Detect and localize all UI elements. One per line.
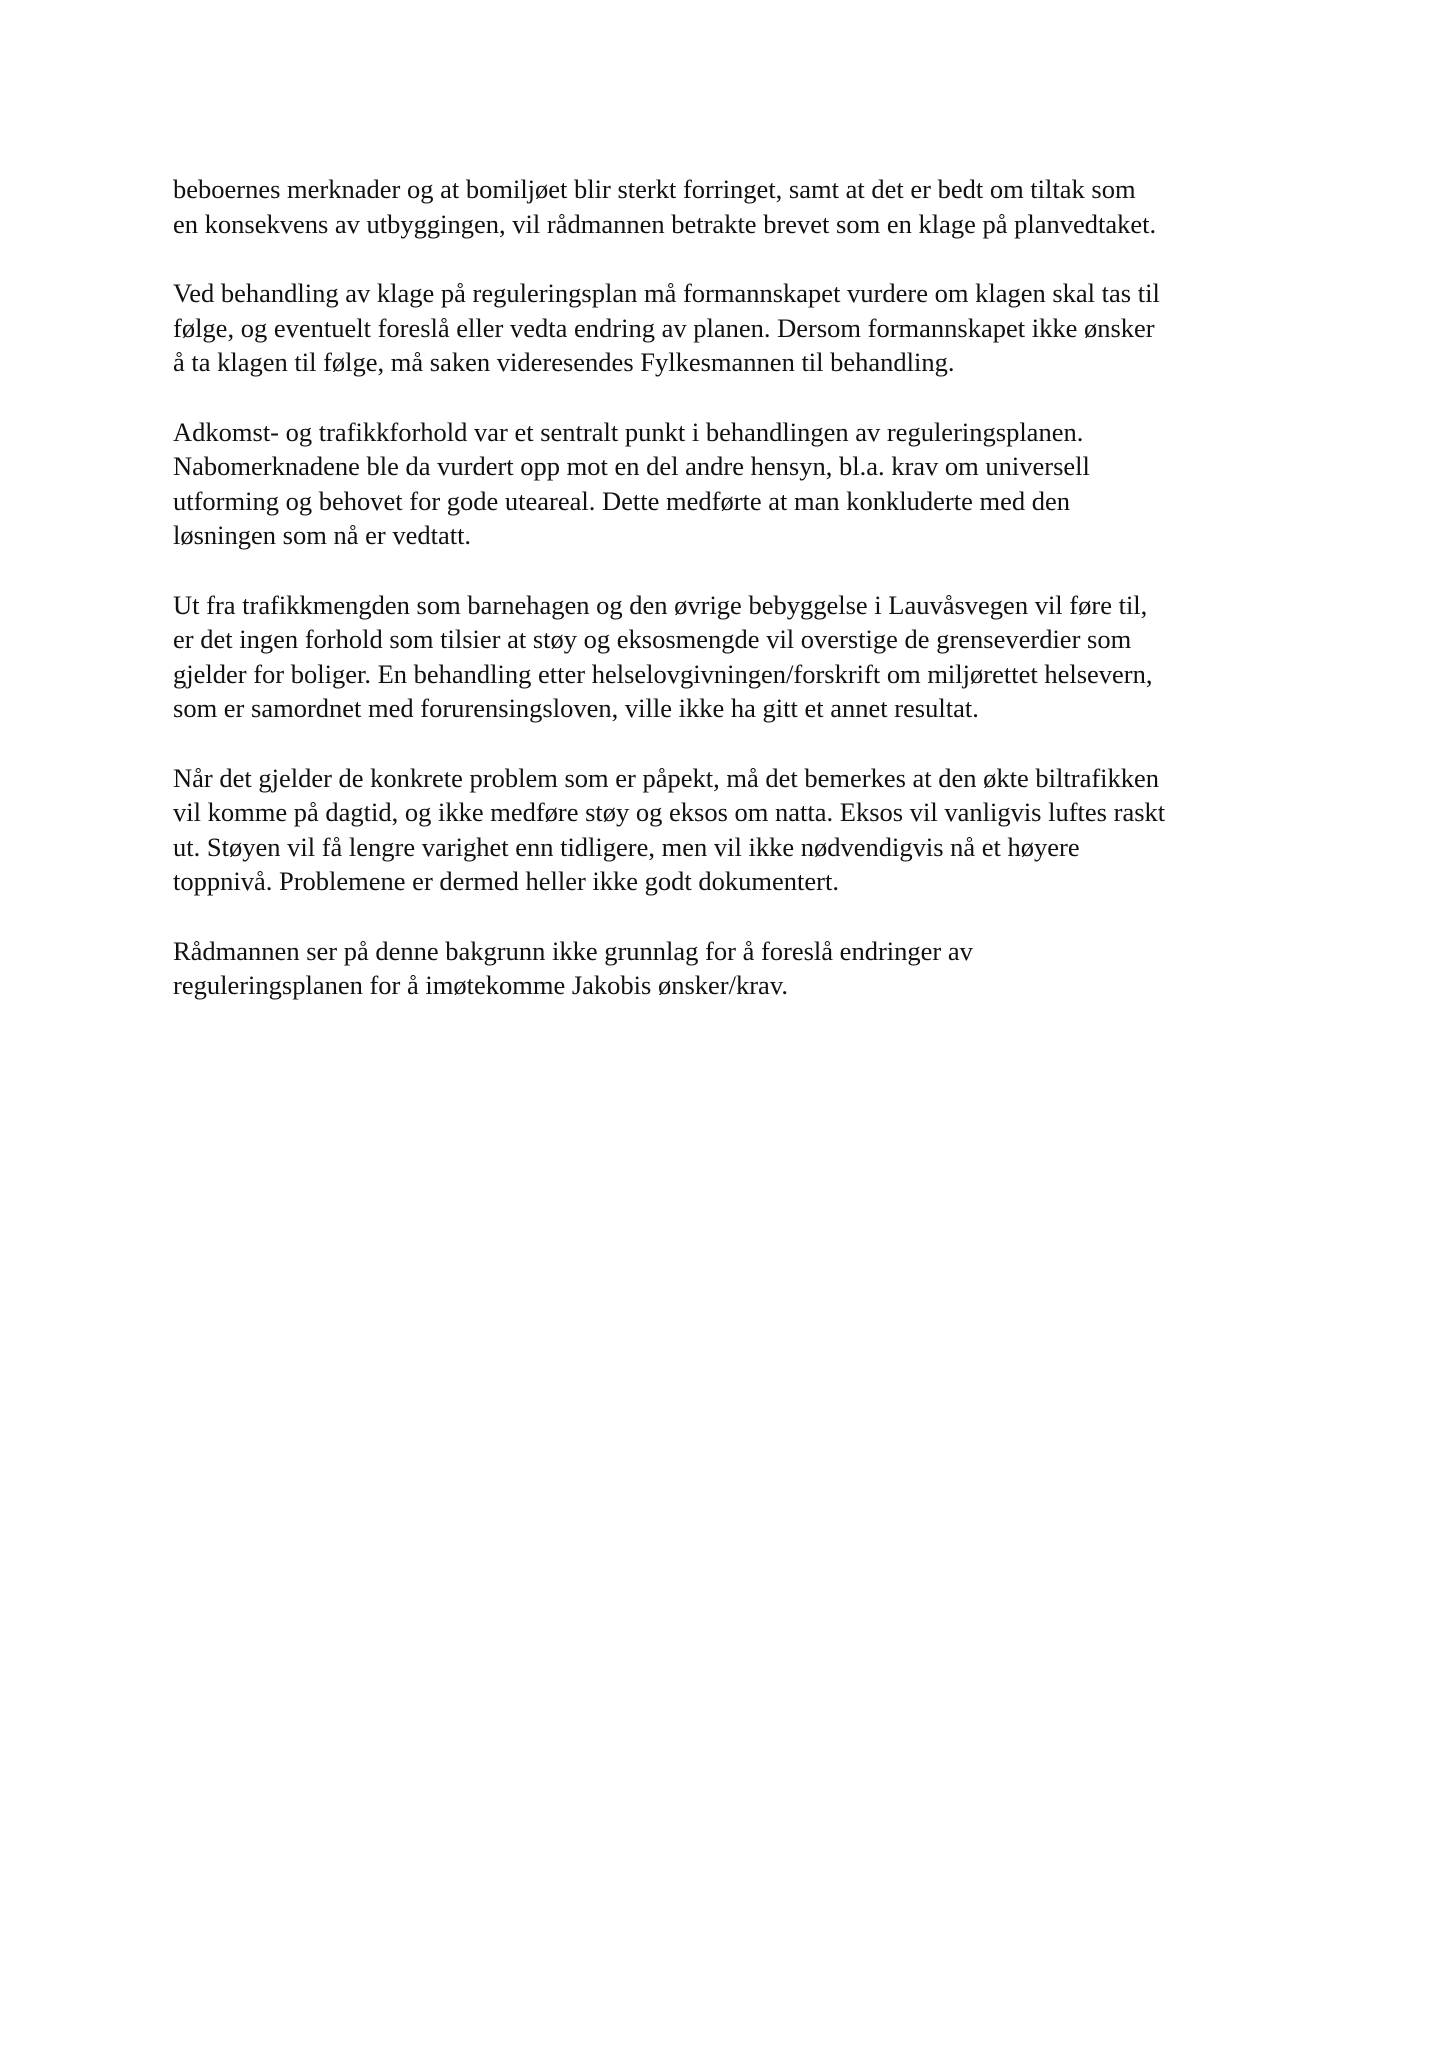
text-line: vil komme på dagtid, og ikke medføre støy og eksos om natta. Eksos vil vanligvis luftes raskt	[173, 797, 1166, 827]
text-line: ut. Støyen vil få lengre varighet enn tidligere, men vil ikke nødvendigvis nå et høyere	[173, 831, 1080, 862]
paragraph-conclusion	[173, 934, 1293, 1003]
text-line: å ta klagen til følge, må saken videresendes Fylkesmannen til behandling.	[173, 347, 955, 377]
text-line: Rådmannen ser på denne bakgrunn ikke grunnlag for å foreslå endringer av	[173, 935, 973, 966]
text-line: som er samordnet med forurensingsloven, ville ikke ha gitt et annet resultat.	[173, 693, 979, 723]
text-line: beboernes merknader og at bomiljøet blir sterkt forringet, samt at det er bedt om tiltak som	[173, 174, 1136, 204]
paragraph-concrete-problems	[173, 761, 1293, 899]
text-line: en konsekvens av utbyggingen, vil rådmannen betrakte brevet som en klage på planvedtaket.	[173, 208, 1157, 239]
text-line: toppnivå. Problemene er dermed heller ikke godt dokumentert.	[173, 866, 839, 896]
paragraph-complaint-procedure	[173, 276, 1293, 380]
text-line: Ut fra trafikkmengden som barnehagen og den øvrige bebyggelse i Lauvåsvegen vil føre til,	[173, 589, 1148, 620]
text-line: gjelder for boliger. En behandling etter helselovgivningen/forskrift om miljørettet helsevern,	[173, 658, 1153, 689]
text-line: Ved behandling av klage på reguleringsplan må formannskapet vurdere om klagen skal tas til	[173, 278, 1160, 308]
text-line: løsningen som nå er vedtatt.	[173, 520, 472, 550]
text-line: Nabomerknadene ble da vurdert opp mot en del andre hensyn, bl.a. krav om universell	[173, 451, 1090, 481]
text-line: reguleringsplanen for å imøtekomme Jakobis ønsker/krav.	[173, 970, 788, 1000]
body-text	[173, 172, 1293, 1038]
text-line: følge, og eventuelt foreslå eller vedta endring av planen. Dersom formannskapet ikke ønsker	[173, 312, 1155, 343]
paragraph-access-traffic	[173, 415, 1293, 553]
paragraph-traffic-volume	[173, 588, 1293, 726]
text-line: utforming og behovet for gode uteareal. Dette medførte at man konkluderte med den	[173, 485, 1071, 516]
text-line: er det ingen forhold som tilsier at støy og eksosmengde vil overstige de grenseverdier som	[173, 624, 1132, 654]
paragraph-complaint-intro	[173, 172, 1293, 241]
text-line: Adkomst- og trafikkforhold var et sentralt punkt i behandlingen av reguleringsplanen.	[173, 416, 1084, 447]
text-line: Når det gjelder de konkrete problem som er påpekt, må det bemerkes at den økte biltrafikken	[173, 762, 1160, 793]
